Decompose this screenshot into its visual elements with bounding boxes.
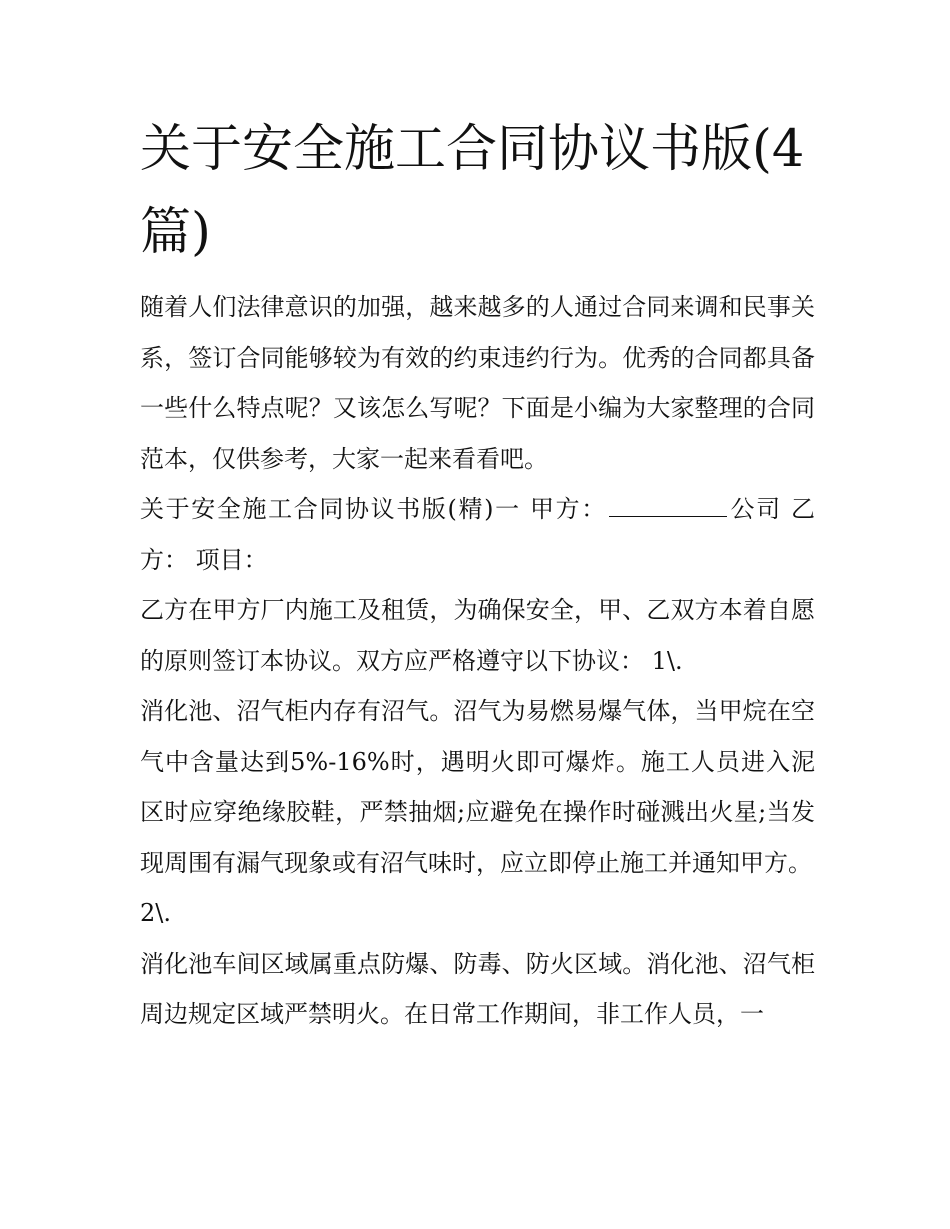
contract-heading-line xyxy=(140,484,815,585)
intro-paragraph: 随着人们法律意识的加强，越来越多的人通过合同来调和民事关系，签订合同能够较为有效的约束违约行为。优秀的合同都具备一些什么特点呢？又该怎么写呢？下面是小编为大家整理的合同范本，仅供参考，大家一起来看看吧。 xyxy=(140,293,815,473)
document-page xyxy=(140,108,815,1040)
heading-line-after: 公司 乙方： 项目： xyxy=(140,495,815,574)
clause-paragraph: 消化池、沼气柜内存有沼气。沼气为易燃易爆气体，当甲烷在空气中含量达到5%-16%时，遇明火即可爆炸。施工人员进入泥区时应穿绝缘胶鞋，严禁抽烟;应避免在操作时碰溅出火星;当发现周围有漏气现象或有沼气味时，应立即停止施工并通知甲方。 xyxy=(140,697,815,877)
heading-line-before: 关于安全施工合同协议书版(精)一 甲方： xyxy=(140,495,607,523)
party-a-blank xyxy=(609,494,727,517)
clause-paragraph: 乙方在甲方厂内施工及租赁，为确保安全，甲、乙双方本着自愿的原则签订本协议。双方应严格遵守以下协议： 1\. xyxy=(140,596,815,675)
clause-paragraph: 消化池车间区域属重点防爆、防毒、防火区域。消化池、沼气柜周边规定区域严禁明火。在日常工作期间，非工作人员，一 xyxy=(140,949,815,1028)
clause-number: 2\. xyxy=(140,899,171,927)
document-title: 关于安全施工合同协议书版(4篇) xyxy=(140,120,805,262)
